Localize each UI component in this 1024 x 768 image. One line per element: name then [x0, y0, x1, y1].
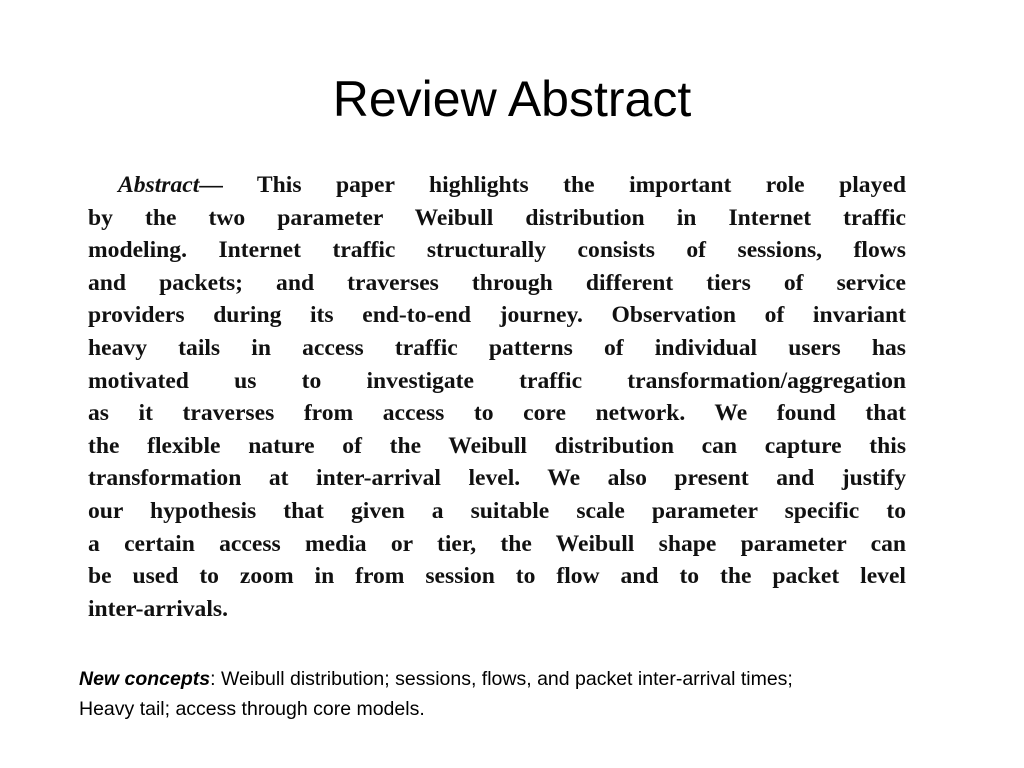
abstract-line-text: This paper highlights the important role played	[222, 172, 906, 198]
abstract-line: modeling. Internet traffic structurally consists of sessions, flows	[88, 237, 906, 264]
abstract-line: as it traverses from access to core network. We found that	[88, 400, 906, 427]
new-concepts-text-1: Weibull distribution; sessions, flows, and packet inter-arrival times;	[220, 668, 793, 690]
abstract-image	[88, 169, 906, 624]
abstract-line: providers during its end-to-end journey. Observation of invariant	[88, 302, 906, 329]
abstract-line: and packets; and traverses through different tiers of service	[88, 269, 906, 296]
abstract-line: transformation at inter-arrival level. We also present and justify	[88, 465, 906, 492]
new-concepts-separator: :	[210, 668, 221, 690]
abstract-line: a certain access media or tier, the Weibull shape parameter can	[88, 530, 906, 557]
abstract-line: be used to zoom in from session to flow and to the packet level	[88, 563, 906, 590]
abstract-dash: —	[199, 172, 223, 198]
new-concepts-line-2: Heavy tail; access through core models.	[79, 698, 425, 720]
abstract-line: by the two parameter Weibull distribution in Internet traffic	[88, 204, 906, 231]
abstract-line	[88, 169, 906, 202]
abstract-line: motivated us to investigate traffic transformation/aggregation	[88, 367, 906, 394]
new-concepts-label: New concepts	[79, 668, 211, 690]
abstract-line: heavy tails in access traffic patterns of individual users has	[88, 334, 906, 361]
abstract-line: inter-arrivals.	[88, 595, 228, 622]
new-concepts-note	[79, 664, 959, 724]
slide-title: Review Abstract	[332, 71, 692, 127]
abstract-line: the flexible nature of the Weibull distribution can capture this	[88, 432, 906, 459]
abstract-lead: Abstract	[118, 172, 200, 198]
new-concepts-line-1	[79, 664, 959, 694]
abstract-line: our hypothesis that given a suitable scale parameter specific to	[88, 497, 906, 524]
